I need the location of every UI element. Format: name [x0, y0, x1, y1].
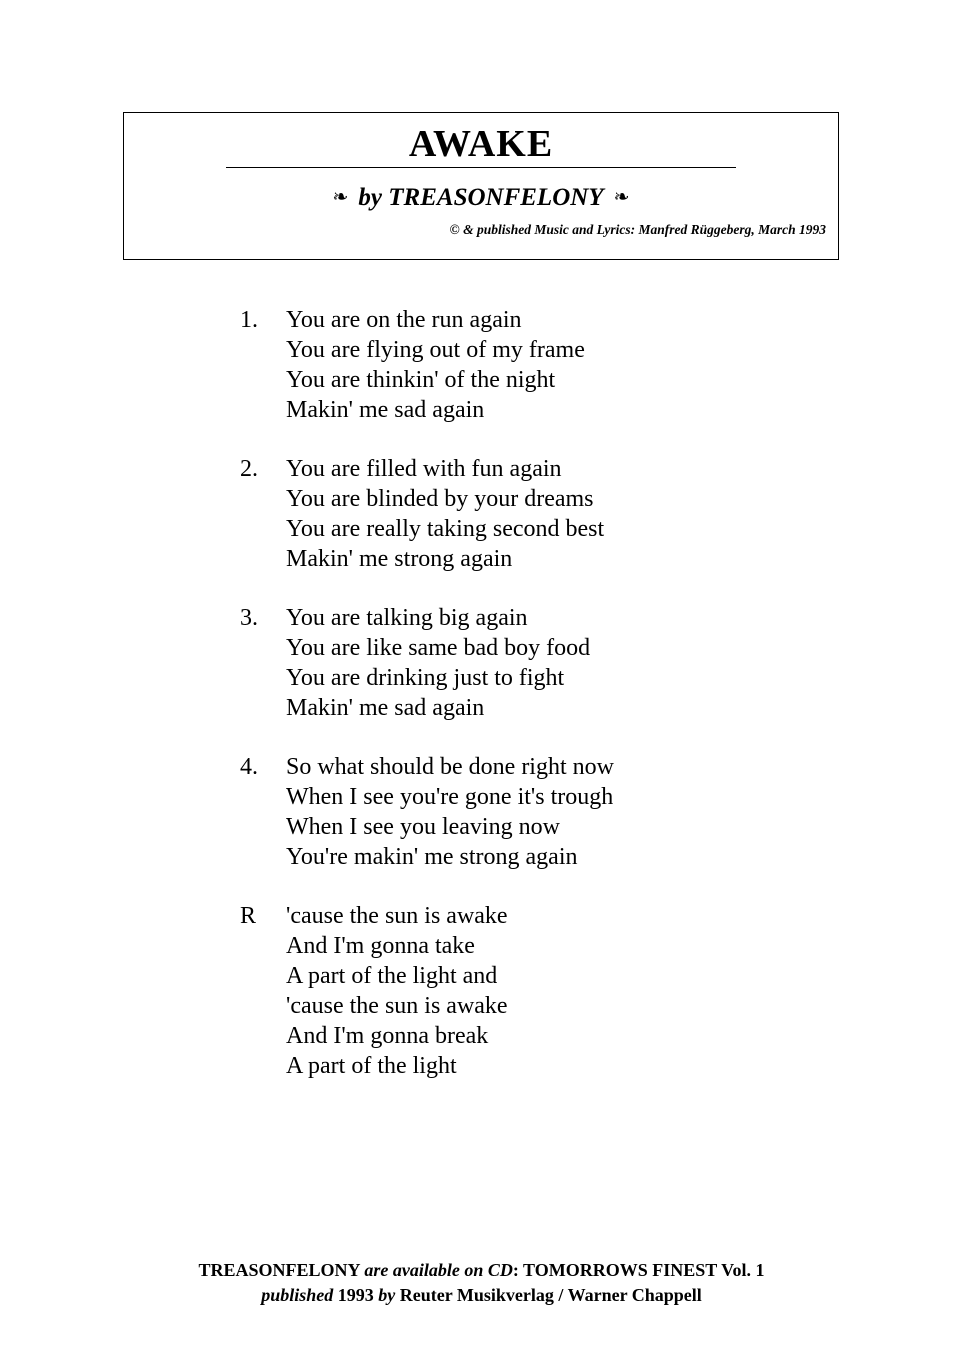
lyric-line: Makin' me sad again — [286, 397, 485, 423]
lyric-line: You are talking big again — [286, 605, 528, 631]
lyric-line: And I'm gonna break — [286, 1023, 489, 1049]
lyric-line: A part of the light — [286, 1053, 457, 1079]
title-box — [123, 112, 839, 260]
verse-block — [240, 305, 840, 425]
lyric-line: And I'm gonna take — [286, 933, 475, 959]
footer-published-word: published — [261, 1285, 338, 1305]
lyric-line: When I see you're gone it's trough — [286, 784, 614, 810]
verse-block — [240, 603, 840, 723]
chorus-block — [240, 901, 840, 1081]
lyric-line: 'cause the sun is awake — [286, 903, 508, 929]
lyric-line: Makin' me strong again — [286, 546, 513, 572]
verse-block — [240, 454, 840, 574]
verse-block — [240, 752, 840, 872]
lyric-line: You're makin' me strong again — [286, 844, 578, 870]
footer-available-text: are available on CD — [364, 1260, 513, 1280]
lyric-line: You are thinkin' of the night — [286, 367, 556, 393]
verse-number: 2. — [240, 456, 258, 482]
footer-publisher-line — [0, 1283, 963, 1308]
footer-album-text: : TOMORROWS FINEST Vol. 1 — [512, 1260, 765, 1280]
lyric-line: You are flying out of my frame — [286, 337, 585, 363]
chorus-marker: R — [240, 903, 257, 929]
lyric-line: You are on the run again — [286, 307, 522, 333]
page-title: AWAKE — [408, 123, 554, 165]
lyrics-body — [240, 305, 840, 1110]
footer-publisher-name: Reuter Musikverlag / Warner Chappell — [399, 1285, 702, 1305]
copyright-credit: © & published Music and Lyrics: Manfred Rüggeberg, March 1993 — [449, 222, 826, 238]
lyric-line: A part of the light and — [286, 963, 498, 989]
verse-lines — [286, 305, 585, 425]
artist-label: by TREASONFELONY — [358, 183, 604, 211]
verse-number: 3. — [240, 605, 258, 631]
verse-lines — [286, 603, 590, 723]
footer-availability-line — [0, 1258, 963, 1283]
footer-band-name: TREASONFELONY — [198, 1260, 365, 1280]
lyric-line: You are like same bad boy food — [286, 635, 591, 661]
chorus-lines — [286, 901, 508, 1081]
footer-year: 1993 — [337, 1285, 379, 1305]
verse-lines — [286, 752, 614, 872]
footer — [0, 1258, 963, 1308]
lyric-line: You are really taking second best — [286, 516, 605, 542]
verse-lines — [286, 454, 604, 574]
lyric-line: When I see you leaving now — [286, 814, 560, 840]
footer-by-word: by — [378, 1285, 400, 1305]
leaf-ornament-left-icon: ❧ — [332, 186, 349, 208]
lyric-line: You are filled with fun again — [286, 456, 562, 482]
lyric-line: You are blinded by your dreams — [286, 486, 594, 512]
lyric-line: So what should be done right now — [286, 754, 614, 780]
lyric-line: Makin' me sad again — [286, 695, 485, 721]
artist-line — [124, 184, 838, 212]
verse-number: 1. — [240, 307, 258, 333]
title-divider — [226, 167, 736, 168]
leaf-ornament-right-icon: ❧ — [613, 186, 630, 208]
lyric-line: 'cause the sun is awake — [286, 993, 508, 1019]
lyric-line: You are drinking just to fight — [286, 665, 565, 691]
verse-number: 4. — [240, 754, 258, 780]
